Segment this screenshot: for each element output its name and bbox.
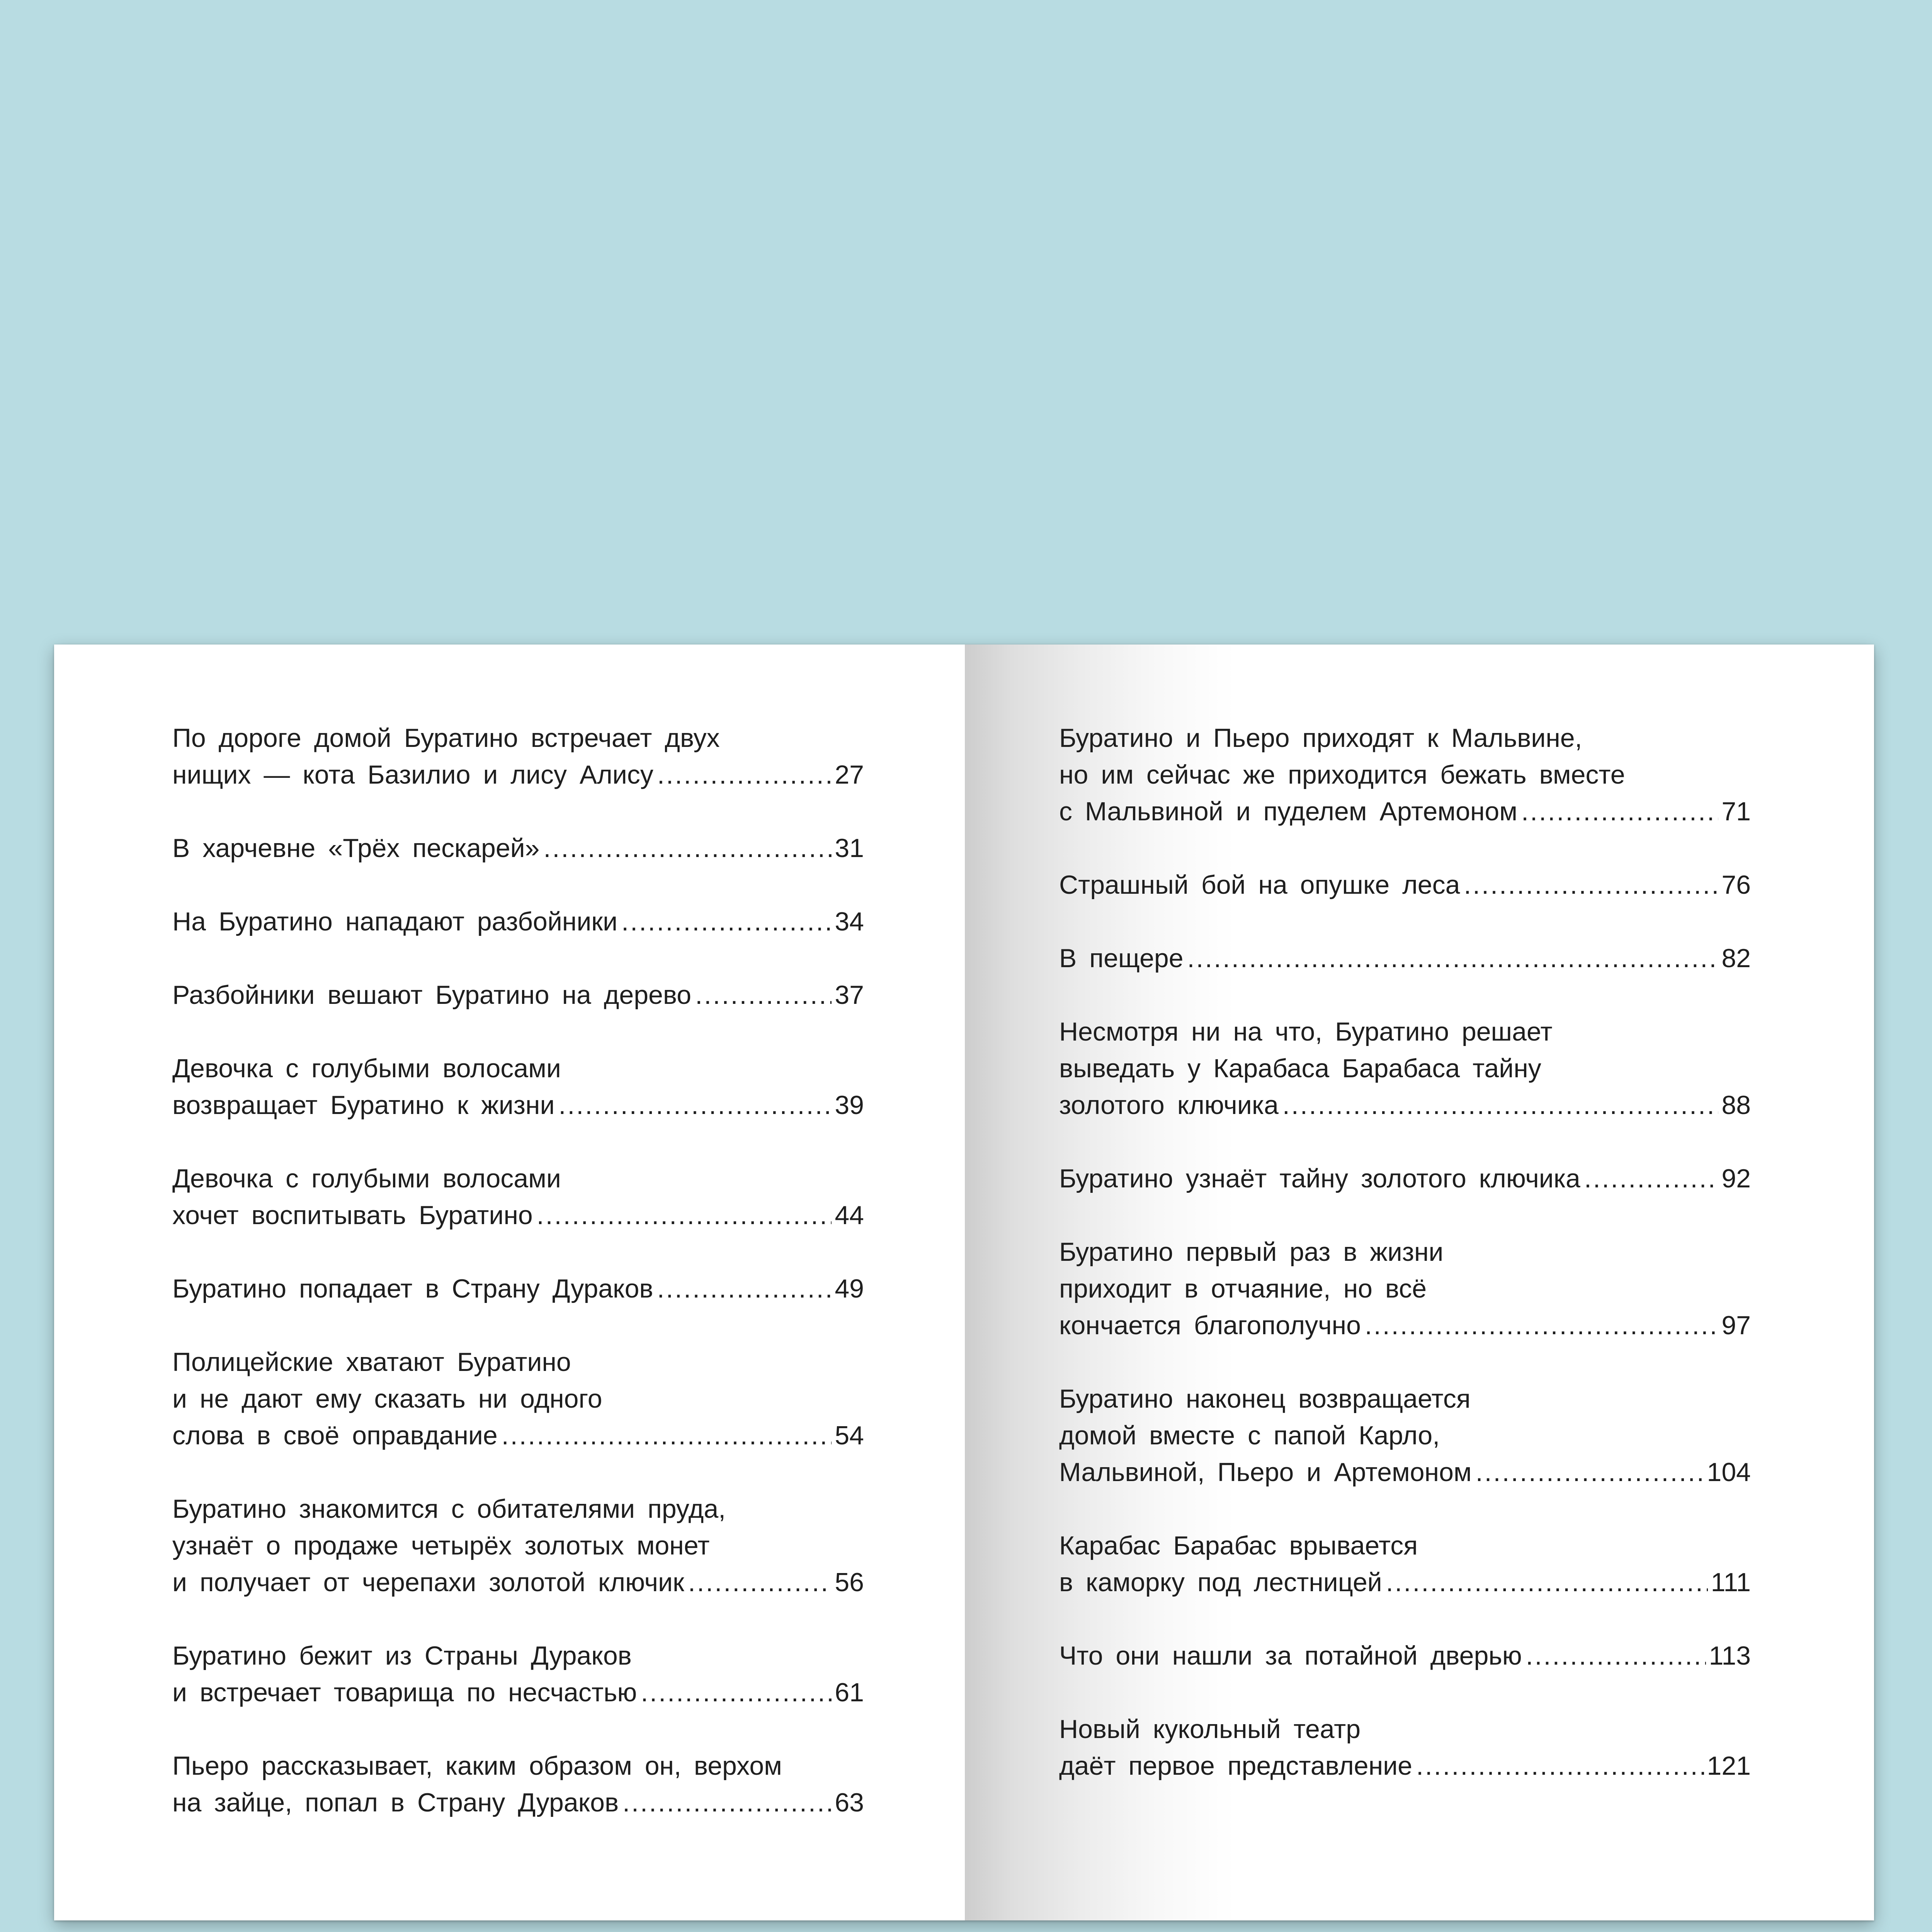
page-number: 31 — [835, 833, 864, 863]
page-number: 71 — [1721, 797, 1751, 826]
dot-leader — [695, 977, 832, 1014]
toc-entry-text: Мальвиной, Пьеро и Артемоном — [1059, 1458, 1472, 1487]
toc-entry-text: на зайце, попал в Страну Дураков — [172, 1788, 619, 1817]
right-page — [965, 645, 1874, 1920]
toc-entry-text: В харчевне «Трёх пескарей» — [172, 833, 540, 863]
page-number: 113 — [1709, 1641, 1751, 1670]
toc-entry-text: Буратино знакомится с обитателями пруда, — [172, 1494, 726, 1524]
toc-entry-text: золотого ключика — [1059, 1090, 1279, 1120]
toc-entry-text: и не дают ему сказать ни одного — [172, 1384, 602, 1413]
toc-entry-last-line — [1059, 1638, 1751, 1674]
toc-entry-text: и получает от черепахи золотой ключик — [172, 1568, 684, 1597]
page-number: 54 — [835, 1421, 864, 1450]
toc-entry-text: но им сейчас же приходится бежать вместе — [1059, 760, 1625, 789]
toc-entry-text: Новый кукольный театр — [1059, 1714, 1361, 1744]
dot-leader — [1187, 940, 1719, 977]
toc-entry-text: Страшный бой на опушке леса — [1059, 870, 1460, 900]
toc-entry-last-line — [172, 903, 864, 940]
toc-entry — [172, 1748, 864, 1821]
toc-entry-text: домой вместе с папой Карло, — [1059, 1421, 1440, 1450]
page-number: 104 — [1707, 1458, 1751, 1487]
page-number: 44 — [835, 1201, 864, 1230]
toc-entry — [172, 1050, 864, 1124]
page-number: 88 — [1721, 1090, 1751, 1120]
page-number: 34 — [835, 907, 864, 936]
toc-entry-last-line — [1059, 1160, 1751, 1197]
toc-entry-text: Полицейские хватают Буратино — [172, 1347, 571, 1377]
toc-entry-last-line — [172, 1674, 864, 1711]
toc-entry-text: выведать у Карабаса Барабаса тайну — [1059, 1054, 1541, 1083]
toc-entry-text: хочет воспитывать Буратино — [172, 1201, 533, 1230]
toc-entry — [1059, 1711, 1751, 1784]
toc-entry — [172, 1638, 864, 1711]
dot-leader — [1386, 1564, 1708, 1601]
left-page — [54, 645, 965, 1920]
toc-entry-text: кончается благополучно — [1059, 1311, 1361, 1340]
toc-entry-text: Буратино узнаёт тайну золотого ключика — [1059, 1164, 1580, 1193]
toc-entry — [172, 977, 864, 1014]
toc-entry-text: возвращает Буратино к жизни — [172, 1090, 555, 1120]
toc-entry-last-line — [172, 1197, 864, 1234]
toc-entry-text: На Буратино нападают разбойники — [172, 907, 618, 936]
toc-entry-text: Буратино и Пьеро приходят к Мальвине, — [1059, 723, 1582, 753]
toc-entry — [1059, 1381, 1751, 1491]
toc-entry-last-line — [172, 1564, 864, 1601]
toc-entry — [1059, 1160, 1751, 1197]
toc-entry — [172, 1270, 864, 1307]
toc-entry-text: узнаёт о продаже четырёх золотых монет — [172, 1531, 710, 1560]
toc-entry — [172, 830, 864, 867]
dot-leader — [1282, 1087, 1718, 1124]
page-number: 61 — [835, 1678, 864, 1707]
dot-leader — [622, 1784, 832, 1821]
page-number: 121 — [1707, 1751, 1751, 1781]
page-number: 92 — [1721, 1164, 1751, 1193]
toc-entry-text: Пьеро рассказывает, каким образом он, верхом — [172, 1751, 782, 1781]
toc-right — [1059, 720, 1751, 1821]
page-number: 27 — [835, 760, 864, 789]
dot-leader — [621, 903, 832, 940]
toc-entry-text: Что они нашли за потайной дверью — [1059, 1641, 1522, 1670]
toc-entry — [172, 1344, 864, 1454]
toc-entry-last-line — [1059, 867, 1751, 903]
toc-entry-text: приходит в отчаяние, но всё — [1059, 1274, 1427, 1303]
toc-entry-text: Буратино попадает в Страну Дураков — [172, 1274, 653, 1303]
toc-entry — [172, 1491, 864, 1601]
toc-entry-last-line — [1059, 793, 1751, 830]
toc-entry-text: Девочка с голубыми волосами — [172, 1164, 561, 1193]
toc-entry-last-line — [1059, 1454, 1751, 1491]
toc-entry — [1059, 1638, 1751, 1674]
dot-leader — [1521, 793, 1718, 830]
toc-left — [172, 720, 864, 1858]
toc-entry-text: Девочка с голубыми волосами — [172, 1054, 561, 1083]
dot-leader — [502, 1417, 832, 1454]
page-number: 63 — [835, 1788, 864, 1817]
toc-entry-text: Карабас Барабас врывается — [1059, 1531, 1418, 1560]
toc-entry — [1059, 720, 1751, 830]
dot-leader — [1476, 1454, 1704, 1491]
dot-leader — [1365, 1307, 1718, 1344]
toc-entry-last-line — [172, 1087, 864, 1124]
toc-entry-last-line — [172, 830, 864, 867]
toc-entry-text: в каморку под лестницей — [1059, 1568, 1382, 1597]
dot-leader — [641, 1674, 832, 1711]
toc-entry-text: Разбойники вешают Буратино на дерево — [172, 980, 692, 1010]
toc-entry-text: и встречает товарища по несчастью — [172, 1678, 637, 1707]
toc-entry-last-line — [172, 1270, 864, 1307]
toc-entry-text: слова в своё оправдание — [172, 1421, 498, 1450]
dot-leader — [688, 1564, 832, 1601]
toc-entry-text: Буратино наконец возвращается — [1059, 1384, 1471, 1413]
dot-leader — [543, 830, 832, 867]
dot-leader — [537, 1197, 832, 1234]
dot-leader — [1526, 1638, 1706, 1674]
page-number: 82 — [1721, 944, 1751, 973]
toc-entry — [1059, 940, 1751, 977]
toc-entry-last-line — [1059, 940, 1751, 977]
toc-entry-last-line — [172, 757, 864, 793]
toc-entry — [172, 903, 864, 940]
toc-entry-last-line — [1059, 1748, 1751, 1784]
dot-leader — [657, 1270, 832, 1307]
toc-entry — [1059, 1527, 1751, 1601]
toc-entry-text: даёт первое представление — [1059, 1751, 1412, 1781]
page-number: 111 — [1711, 1568, 1751, 1597]
dot-leader — [1584, 1160, 1719, 1197]
toc-entry — [172, 1160, 864, 1234]
dot-leader — [657, 757, 832, 793]
dot-leader — [558, 1087, 832, 1124]
page-number: 97 — [1721, 1311, 1751, 1340]
dot-leader — [1464, 867, 1718, 903]
toc-entry-text: нищих — кота Базилио и лису Алису — [172, 760, 653, 789]
toc-entry — [1059, 1234, 1751, 1344]
toc-entry-last-line — [1059, 1564, 1751, 1601]
book-spread — [54, 645, 1874, 1920]
toc-entry-text: Буратино первый раз в жизни — [1059, 1237, 1444, 1267]
toc-entry-text: Буратино бежит из Страны Дураков — [172, 1641, 632, 1670]
toc-entry-last-line — [172, 1417, 864, 1454]
dot-leader — [1416, 1748, 1704, 1784]
toc-entry-text: Несмотря ни на что, Буратино решает — [1059, 1017, 1553, 1046]
toc-entry — [172, 720, 864, 793]
page-number: 56 — [835, 1568, 864, 1597]
toc-entry-last-line — [172, 977, 864, 1014]
toc-entry-text: В пещере — [1059, 944, 1184, 973]
page-number: 39 — [835, 1090, 864, 1120]
toc-entry — [1059, 1014, 1751, 1124]
page-number: 49 — [835, 1274, 864, 1303]
page-number: 76 — [1721, 870, 1751, 900]
toc-entry — [1059, 867, 1751, 903]
toc-entry-text: По дороге домой Буратино встречает двух — [172, 723, 720, 753]
toc-entry-text: с Мальвиной и пуделем Артемоном — [1059, 797, 1517, 826]
page-number: 37 — [835, 980, 864, 1010]
toc-entry-last-line — [1059, 1087, 1751, 1124]
toc-entry-last-line — [172, 1784, 864, 1821]
toc-entry-last-line — [1059, 1307, 1751, 1344]
